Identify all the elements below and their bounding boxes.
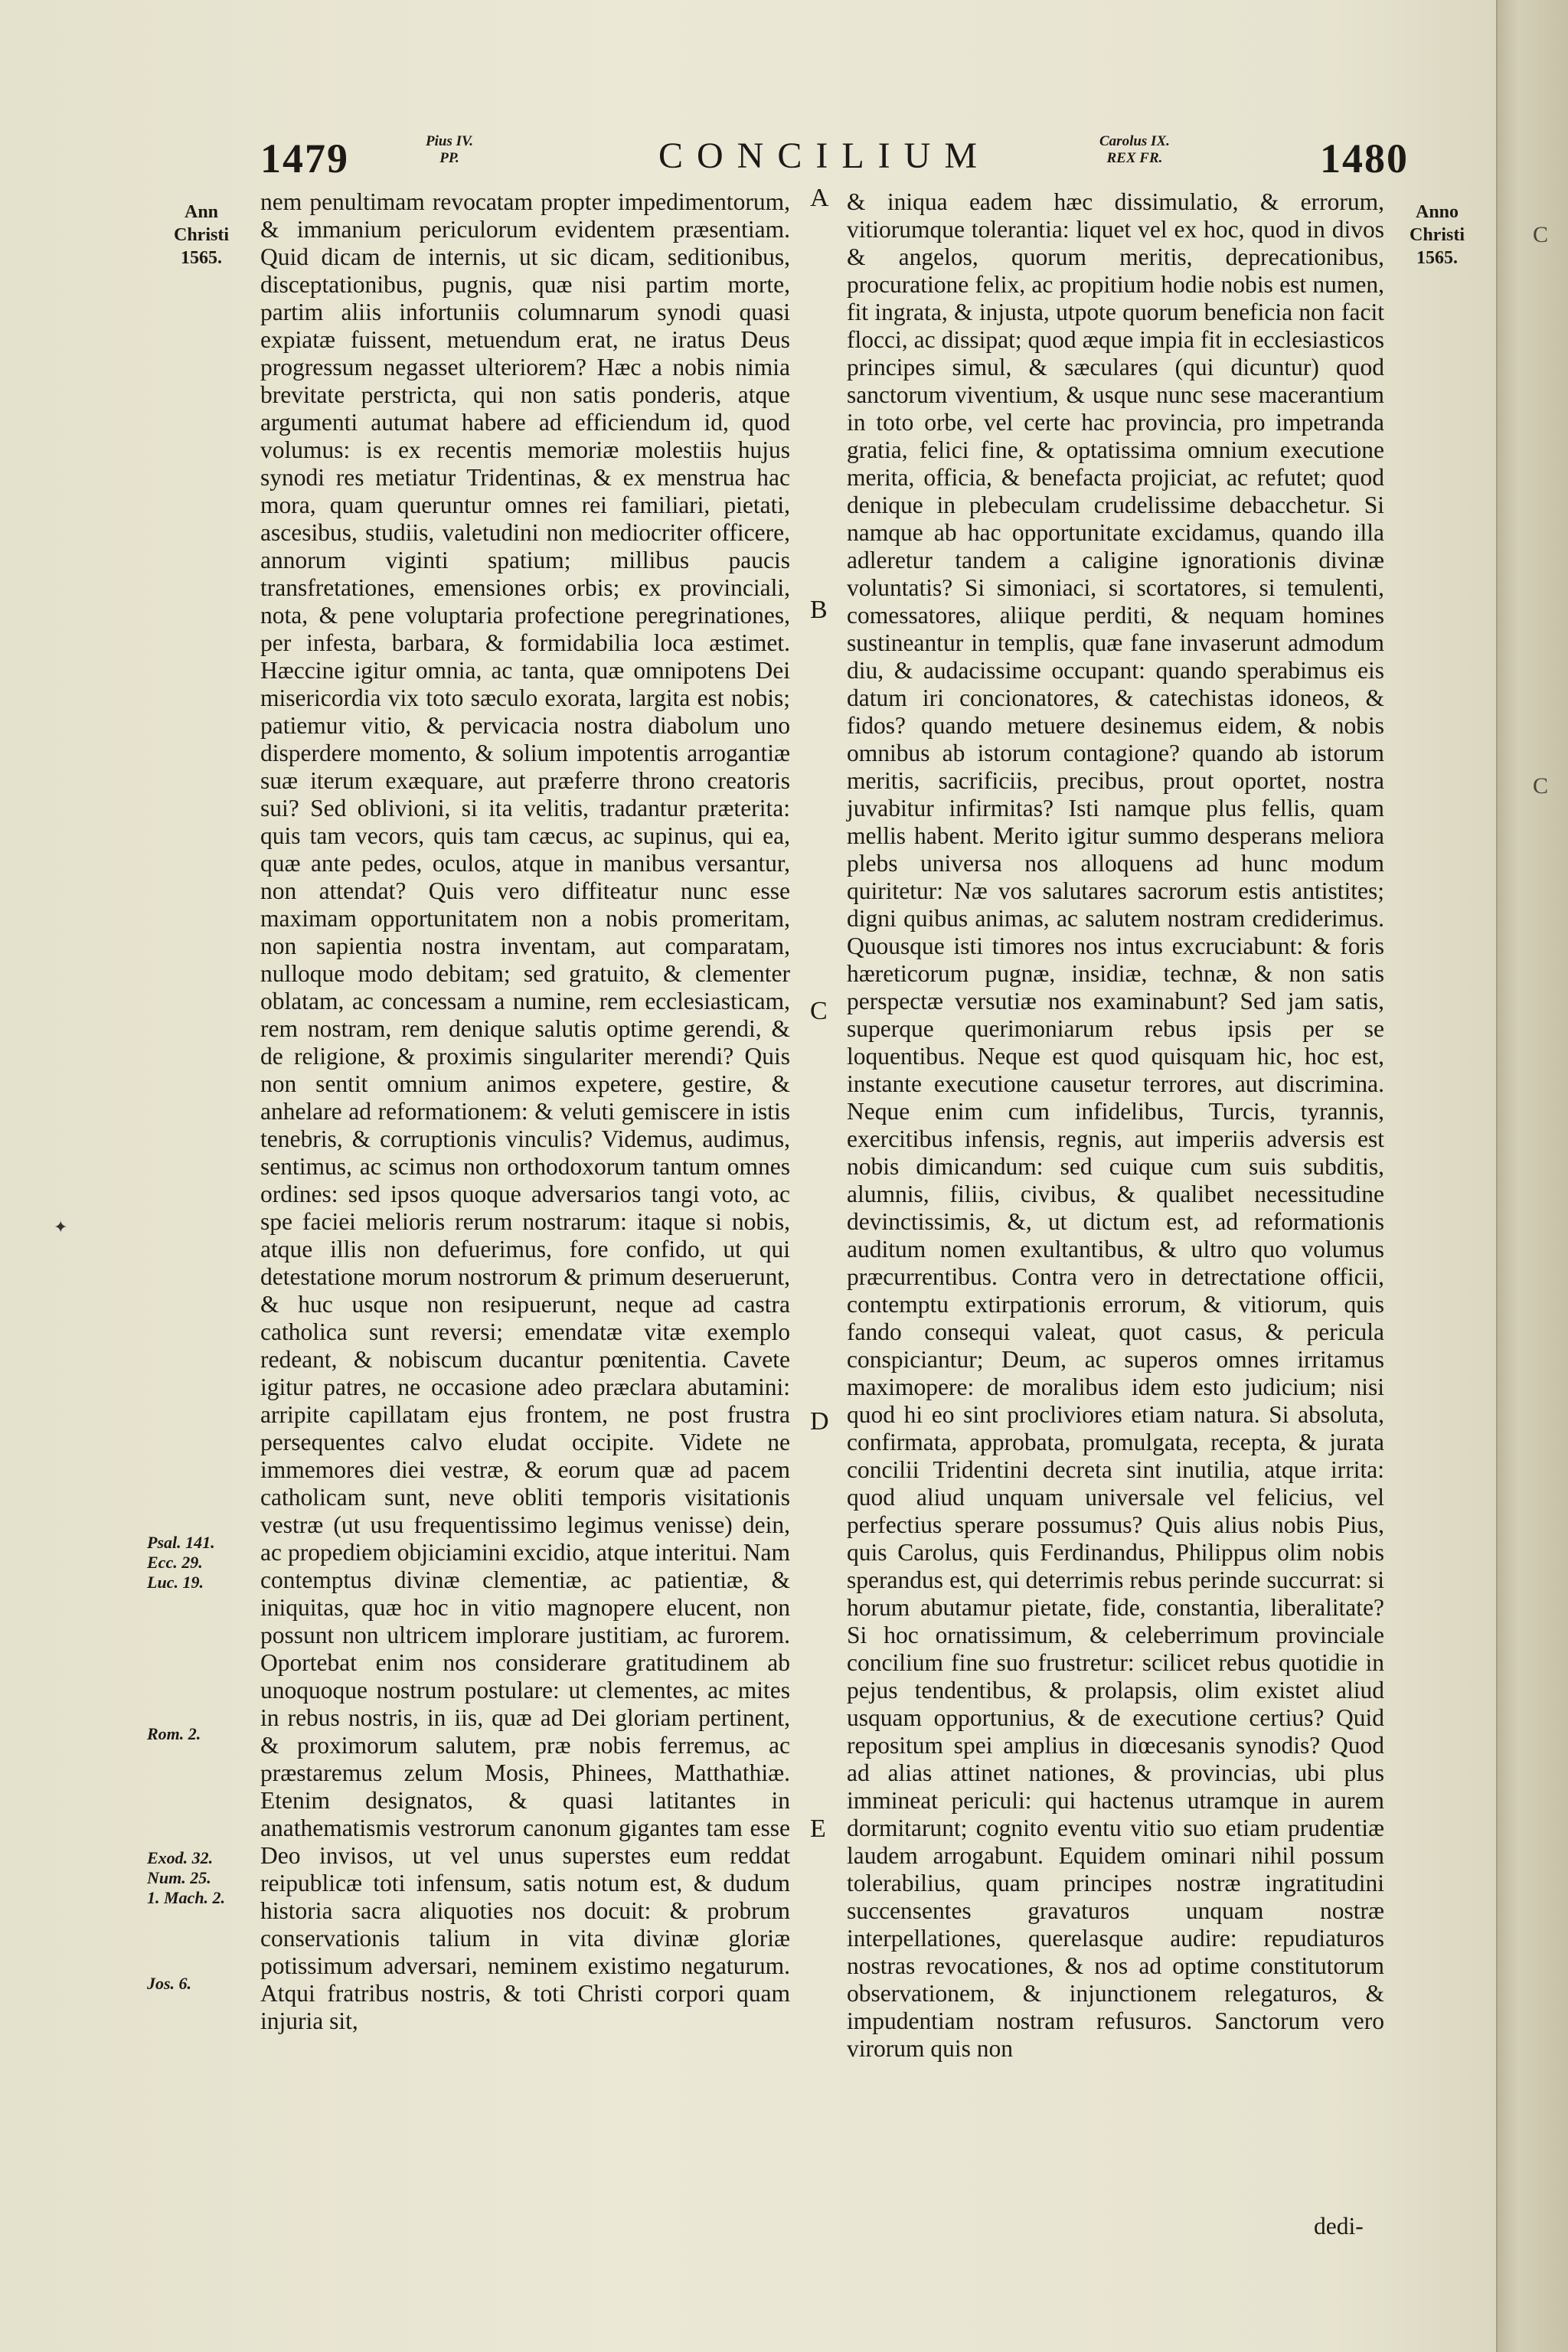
pope-suffix: PP. [439, 150, 459, 166]
pope-name: Pius IV. [426, 133, 473, 149]
margin-year-right [1395, 201, 1479, 270]
scripture-reference: Psal. 141. Ecc. 29. Luc. 19. [147, 1533, 215, 1592]
catchword: dedi- [1314, 2213, 1364, 2239]
margin-year: 1565. [181, 248, 222, 268]
header-king [1099, 133, 1170, 167]
text-column-left [260, 188, 790, 2225]
header-pope [426, 133, 473, 167]
scripture-reference: Exod. 32. Num. 25. 1. Mach. 2. [147, 1848, 226, 1907]
section-letter-e: E [810, 1815, 826, 1843]
column-text: & iniqua eadem hæc dissimulatio, & errorum, vitiorumque tolerantia: liquet vel ex hoc, quod in divos & angelos, quorum meritis, deprecationibus, procuratione felix, ac propitium hodie nobis est numen, fit ingrata, & injusta, utpote quorum beneficia non facit flocci, ac dissipat; quod æque impia fit in ecclesiasticos principes simul, & sæculares (qui dicuntur) quod sanctorum viventium, & usque nunc sese macerantium in toto orbe, vel certe hac provincia, pro impetranda gratia, felici fine, & optatissima omnium executione merita, officia, & benefacta projiciat, ac refutet; quod denique in plebeculam crudelissime debacchetur. Si namque ab hac opportunitate excidamus, quando illa adleretur tandem a caligine ignorationis divinæ voluntatis? Si simoniaci, si scortatores, si temulenti, comessatores, aliique perditi, & nequam homines sustineantur in templis, quæ fane invaserunt admodum diu, & audacissime occupant: quando sperabimus eis datum iri concionatores, & catechistas idoneos, & fidos? quando metuere desinemus eidem, & nobis omnibus ab istorum contagione? quando ab istorum meritis, sacrificiis, precibus, prout oportet, nostra juvabitur infirmitas? Isti namque plus fellis, quam mellis habent. Merito igitur summo desperans meliora plebs universa nos alloquens ad hunc modum quiritetur: Næ vos salutares sacrorum estis antistites; digni quibus animas, ac salutem nostram crediderimus. Quousque isti timores nos intus excruciabunt: & foris hæreticorum pugnæ, insidiæ, technæ, & non satis perspectæ versutiæ nos examinabunt? Sed jam satis, superque querimoniarum rebus ipsis per se loquentibus. Neque est quod quisquam hic, hoc est, instante executione causetur terrores, aut discrimina. Neque enim cum infidelibus, Turcis, tyrannis, exercitibus infensis, regnis, aut imperiis adversis est nobis dimicandum: sed cuique cum suis subditis, alumnis, filiis, civibus, & qualibet necessitudine devinctissimis, &, ut dictum est, ad reformationis auditum nomen exultantibus, & ultro quo volumus præcurrentibus. Contra vero in detrectatione officii, contemptu extirpationis errorum, & vitiorum, quis fando consequi valeat, quot casus, & pericula conspiciantur; Deum, ac superos omnes irritamus maximopere: de moralibus idem esto judicium; nisi quod hi eo sint procliviores etiam natura. Si absoluta, confirmata, approbata, promulgata, recepta, & jurata concilii Tridentini decreta sint inutilia, atque irrita: quod aliud unquam universale vel felicius, vel perfectius sperare possumus? Quis alius nobis Pius, quis Carolus, quis Ferdinandus, Philippus olim nobis sperandus est, qui deterrimis rebus perinde succurrat: si horum abutamur pietate, fide, constantia, liberalitate? Si hoc ornatissimum, & celeberrimum provinciale concilium fine suo frustretur: scilicet rebus quotidie in pejus tendentibus, & prolapsis, olim existet aliud usquam opportunius, & de executione certius? Quid repositum spei amplius in diœcesanis synodis? Quod ad alias attinet nationes, & provincias, ubi plus immineat periculi: qui hactenus utramque in aurem dormitarunt; cognito eventu vitio suo etiam prudentiæ laudem arrogabunt. Equidem ominari nihil possum tolerabilius, quam principes nostræ ingratitudini succensentes gravaturos unquam nostræ interpellationes, querelasque audire: repudiaturos nostras revocationes, & nos ad optime constitutorum observationem, & injunctionem relegaturos, & impudentiam nostram refusuros. Sanctorum vero virorum quis non [847, 188, 1384, 2062]
edge-glyph: C [1532, 222, 1548, 247]
facing-page-edge [1496, 0, 1568, 2352]
running-header [0, 130, 1568, 191]
page-title: CONCILIUM [658, 136, 991, 176]
section-letter-d: D [810, 1407, 829, 1436]
ink-speck: ✦ [54, 1217, 68, 1236]
king-suffix: REX FR. [1106, 150, 1163, 166]
page-number-left: 1479 [260, 136, 349, 181]
edge-glyph: C [1532, 773, 1548, 799]
margin-anno: Ann [184, 202, 219, 222]
margin-christi: Christi [174, 225, 229, 245]
text-column-right [847, 188, 1384, 2225]
margin-year: 1565. [1416, 248, 1458, 268]
column-text: nem penultimam revocatam propter impedimentorum, & immanium periculorum evidentem præsentiam. Quid dicam de internis, ut sic dicam, seditionibus, disceptationibus, pugnis, quæ nisi partim morte, partim aliis infortuniis columnarum synodi quasi expiatæ fuissent, metuendum erat, ne iratus Deus progressum negasset ulteriorem? Hæc a nobis nimia brevitate perstricta, qui non satis ponderis, atque argumenti autumat habere ad efficiendum id, quod volumus: is ex recentis memoriæ molestiis hujus synodi res metiatur Tridentinas, & ex menstrua hac mora, quam queruntur omnes rei familiari, pietati, ascesibus, studiis, valetudini non mediocriter officere, annorum viginti spatium; millibus paucis transfretationes, emensiones orbis; ex provinciali, nota, & pene voluptaria profectione peregrinationes, per infesta, barbara, & formidabilia loca æstimet. Hæccine igitur omnia, ac tanta, quæ omnipotens Dei misericordia vix toto sæculo exorata, largita est nobis; patiemur vitio, & pervicacia nostra diabolum uno disperdere momento, & solium impotentis arrogantiæ suæ iterum exæquare, aut præferre throno creatoris sui? Sed oblivioni, si ita velitis, tradantur præterita: quis tam vecors, quis tam cæcus, ac supinus, qui ea, quæ ante pedes, oculos, atque in manibus versantur, non attendat? Quis vero diffiteatur nunc esse maximam opportunitatem non a nobis promeritam, non sapientia nostra inventam, aut comparatam, nulloque modo debitam; sed gratuito, & clementer oblatam, ac concessam a numine, rem ecclesiasticam, rem nostram, rem denique salutis optime gerendi, & de religione, & proximis singulariter merendi? Quis non sentit omnium animos expetere, gestire, & anhelare ad reformationem: & veluti gemiscere in istis tenebris, & corruptionis vinculis? Videmus, audimus, sentimus, ac scimus non orthodoxorum tantum omnes ordines: sed ipsos quoque adversarios tangi voto, ac spe faciei melioris rerum nostrarum: itaque si nobis, atque illis non defuerimus, fore confido, ut qui detestatione morum nostrorum & primum deseruerunt, & huc usque non resipuerunt, neque ad castra catholica sunt reversi; emendatæ vitæ exemplo redeant, & nobiscum ducantur pœnitentia. Cavete igitur patres, ne occasione adeo præclara abutamini: arripite capillatam ejus frontem, ne post frustra persequentes calvo eludat occipite. Videte ne immemores diei vestræ, & eorum quæ ad pacem catholicam sunt, neve obliti temporis visitationis vestræ (ut usu frequentissimo legimus venisse) dein, ac propediem objiciamini excidio, atque interitui. Nam contemptus divinæ clementiæ, ac patientiæ, & iniquitas, quæ hoc in vitio magnopere elucent, non possunt non ultricem implorare justitiam, ac furorem. Oportebat enim nos considerare gratitudinem ab unoquoque nostrum postulare: ut clementes, ac mites in rebus nostris, in iis, quæ ad Dei gloriam pertinent, & proximorum salutem, præ nobis ferremus, ac præstaremus zelum Mosis, Phinees, Matthathiæ. Etenim designatos, & quasi latitantes in anathematismis vestrorum canonum gigantes tam esse Deo invisos, ut vel unus superstes eum reddat reipublicæ toti infensum, satis notum est, & dudum historia sacra aliquoties nos docuit: & probrum conservationis talium in vita divinæ gloriæ potissimum adversari, neminem existimo negaturum. Atqui fratribus nostris, & toti Christi corpori quam injuria sit, [260, 188, 790, 2034]
margin-christi: Christi [1410, 225, 1465, 245]
scripture-reference: Rom. 2. [147, 1724, 201, 1743]
margin-anno: Anno [1415, 202, 1459, 222]
section-letter-c: C [810, 997, 828, 1025]
king-name: Carolus IX. [1099, 133, 1170, 149]
section-letter-b: B [810, 596, 828, 624]
section-letter-a: A [810, 184, 829, 212]
page-number-right: 1480 [1320, 136, 1409, 181]
margin-year-left [159, 201, 243, 270]
scripture-reference: Jos. 6. [147, 1974, 192, 1993]
